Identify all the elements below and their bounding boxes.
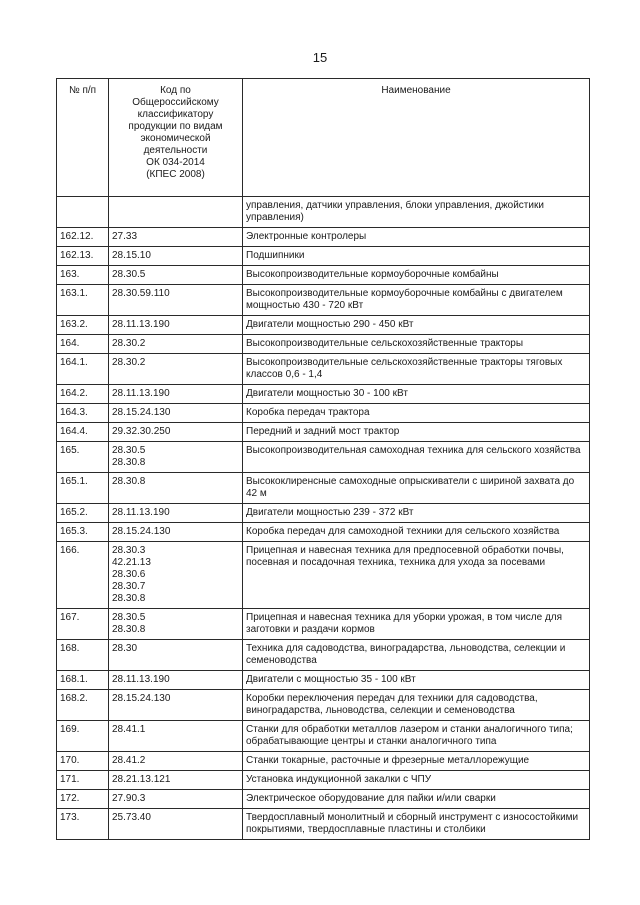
row-name-cell: Двигатели с мощностью 35 - 100 кВт	[243, 671, 590, 690]
row-code-cell: 28.30.2	[109, 335, 243, 354]
row-num-cell: 170.	[57, 752, 109, 771]
row-code-cell: 28.15.24.130	[109, 523, 243, 542]
row-name-cell: Электрическое оборудование для пайки и/или сварки	[243, 790, 590, 809]
row-num-cell: 168.1.	[57, 671, 109, 690]
table-row	[57, 809, 590, 840]
row-code-cell: 28.30.5	[109, 266, 243, 285]
row-code-cell: 28.15.10	[109, 247, 243, 266]
row-num-cell: 164.1.	[57, 354, 109, 385]
row-num-cell: 172.	[57, 790, 109, 809]
table-row	[57, 228, 590, 247]
table-body	[57, 197, 590, 840]
header-name: Наименование	[243, 79, 590, 197]
row-code-cell: 27.33	[109, 228, 243, 247]
row-code-cell: 28.11.13.190	[109, 671, 243, 690]
row-code-cell	[109, 197, 243, 228]
table-row	[57, 423, 590, 442]
table-row	[57, 285, 590, 316]
header-code: Код по Общероссийскому классификатору продукции по видам экономической деятельности ОК 034-2014 (КПЕС 2008)	[109, 79, 243, 197]
row-code-cell: 29.32.30.250	[109, 423, 243, 442]
row-name-cell: Электронные контролеры	[243, 228, 590, 247]
row-code-cell: 28.21.13.121	[109, 771, 243, 790]
row-num-cell: 171.	[57, 771, 109, 790]
table-row	[57, 385, 590, 404]
row-name-cell: Станки токарные, расточные и фрезерные металлорежущие	[243, 752, 590, 771]
row-name-cell: Прицепная и навесная техника для уборки урожая, в том числе для заготовки и раздачи кормов	[243, 609, 590, 640]
row-num-cell: 164.2.	[57, 385, 109, 404]
row-name-cell: Твердосплавный монолитный и сборный инструмент с износостойкими покрытиями, твердосплавные пластины и столбики	[243, 809, 590, 840]
row-code-cell: 28.30.3 42.21.13 28.30.6 28.30.7 28.30.8	[109, 542, 243, 609]
table-row	[57, 442, 590, 473]
row-code-cell: 28.41.1	[109, 721, 243, 752]
row-code-cell: 28.11.13.190	[109, 504, 243, 523]
row-code-cell: 28.30.8	[109, 473, 243, 504]
row-num-cell: 166.	[57, 542, 109, 609]
row-code-cell: 28.15.24.130	[109, 690, 243, 721]
row-num-cell: 165.3.	[57, 523, 109, 542]
table-row	[57, 473, 590, 504]
row-code-cell: 28.30.59.110	[109, 285, 243, 316]
row-code-cell: 28.30	[109, 640, 243, 671]
row-code-cell: 28.30.5 28.30.8	[109, 442, 243, 473]
table-row	[57, 197, 590, 228]
row-name-cell: Станки для обработки металлов лазером и станки аналогичного типа; обрабатывающие центры и станки аналогичного типа	[243, 721, 590, 752]
table-row	[57, 354, 590, 385]
row-num-cell: 164.4.	[57, 423, 109, 442]
row-num-cell: 168.2.	[57, 690, 109, 721]
row-num-cell: 167.	[57, 609, 109, 640]
row-name-cell: Высокопроизводительные сельскохозяйственные тракторы тяговых классов 0,6 - 1,4	[243, 354, 590, 385]
table-row	[57, 316, 590, 335]
row-name-cell: Двигатели мощностью 30 - 100 кВт	[243, 385, 590, 404]
table-header-row	[57, 79, 590, 197]
row-name-cell: Высокопроизводительные сельскохозяйственные тракторы	[243, 335, 590, 354]
row-num-cell: 162.12.	[57, 228, 109, 247]
row-code-cell: 28.30.5 28.30.8	[109, 609, 243, 640]
row-name-cell: Прицепная и навесная техника для предпосевной обработки почвы, посевная и посадочная техника, техника для ухода за посевами	[243, 542, 590, 609]
table-row	[57, 523, 590, 542]
table-row	[57, 504, 590, 523]
table-row	[57, 771, 590, 790]
table-row	[57, 266, 590, 285]
classification-table	[56, 78, 590, 840]
row-name-cell: Высококлиренсные самоходные опрыскиватели с шириной захвата до 42 м	[243, 473, 590, 504]
row-num-cell: 165.1.	[57, 473, 109, 504]
row-code-cell: 28.11.13.190	[109, 316, 243, 335]
table-row	[57, 690, 590, 721]
table-row	[57, 404, 590, 423]
row-num-cell: 163.1.	[57, 285, 109, 316]
header-num: № п/п	[57, 79, 109, 197]
row-num-cell: 163.2.	[57, 316, 109, 335]
table-row	[57, 247, 590, 266]
row-code-cell: 28.41.2	[109, 752, 243, 771]
row-name-cell: Подшипники	[243, 247, 590, 266]
row-name-cell: Установка индукционной закалки с ЧПУ	[243, 771, 590, 790]
row-name-cell: Высокопроизводительная самоходная техника для сельского хозяйства	[243, 442, 590, 473]
row-name-cell: Техника для садоводства, виноградарства, льноводства, селекции и семеноводства	[243, 640, 590, 671]
table-row	[57, 721, 590, 752]
row-code-cell: 28.30.2	[109, 354, 243, 385]
row-num-cell: 165.2.	[57, 504, 109, 523]
row-name-cell: Высокопроизводительные кормоуборочные комбайны с двигателем мощностью 430 - 720 кВт	[243, 285, 590, 316]
table-row	[57, 671, 590, 690]
row-name-cell: Высокопроизводительные кормоуборочные комбайны	[243, 266, 590, 285]
table-row	[57, 752, 590, 771]
row-num-cell: 162.13.	[57, 247, 109, 266]
row-name-cell: Двигатели мощностью 239 - 372 кВт	[243, 504, 590, 523]
row-num-cell: 165.	[57, 442, 109, 473]
page-number: 15	[312, 50, 328, 65]
table-row	[57, 609, 590, 640]
row-num-cell: 164.	[57, 335, 109, 354]
row-name-cell: Передний и задний мост трактор	[243, 423, 590, 442]
table-row	[57, 790, 590, 809]
table-row	[57, 335, 590, 354]
row-num-cell: 168.	[57, 640, 109, 671]
row-num-cell	[57, 197, 109, 228]
row-num-cell: 173.	[57, 809, 109, 840]
table-row	[57, 542, 590, 609]
row-code-cell: 28.11.13.190	[109, 385, 243, 404]
row-name-cell: управления, датчики управления, блоки управления, джойстики управления)	[243, 197, 590, 228]
row-num-cell: 169.	[57, 721, 109, 752]
row-code-cell: 25.73.40	[109, 809, 243, 840]
row-code-cell: 28.15.24.130	[109, 404, 243, 423]
table-row	[57, 640, 590, 671]
row-num-cell: 164.3.	[57, 404, 109, 423]
row-name-cell: Коробка передач для самоходной техники для сельского хозяйства	[243, 523, 590, 542]
row-name-cell: Коробка передач трактора	[243, 404, 590, 423]
row-name-cell: Двигатели мощностью 290 - 450 кВт	[243, 316, 590, 335]
row-name-cell: Коробки переключения передач для техники для садоводства, виноградарства, льноводства, селекции и семеноводства	[243, 690, 590, 721]
row-num-cell: 163.	[57, 266, 109, 285]
row-code-cell: 27.90.3	[109, 790, 243, 809]
